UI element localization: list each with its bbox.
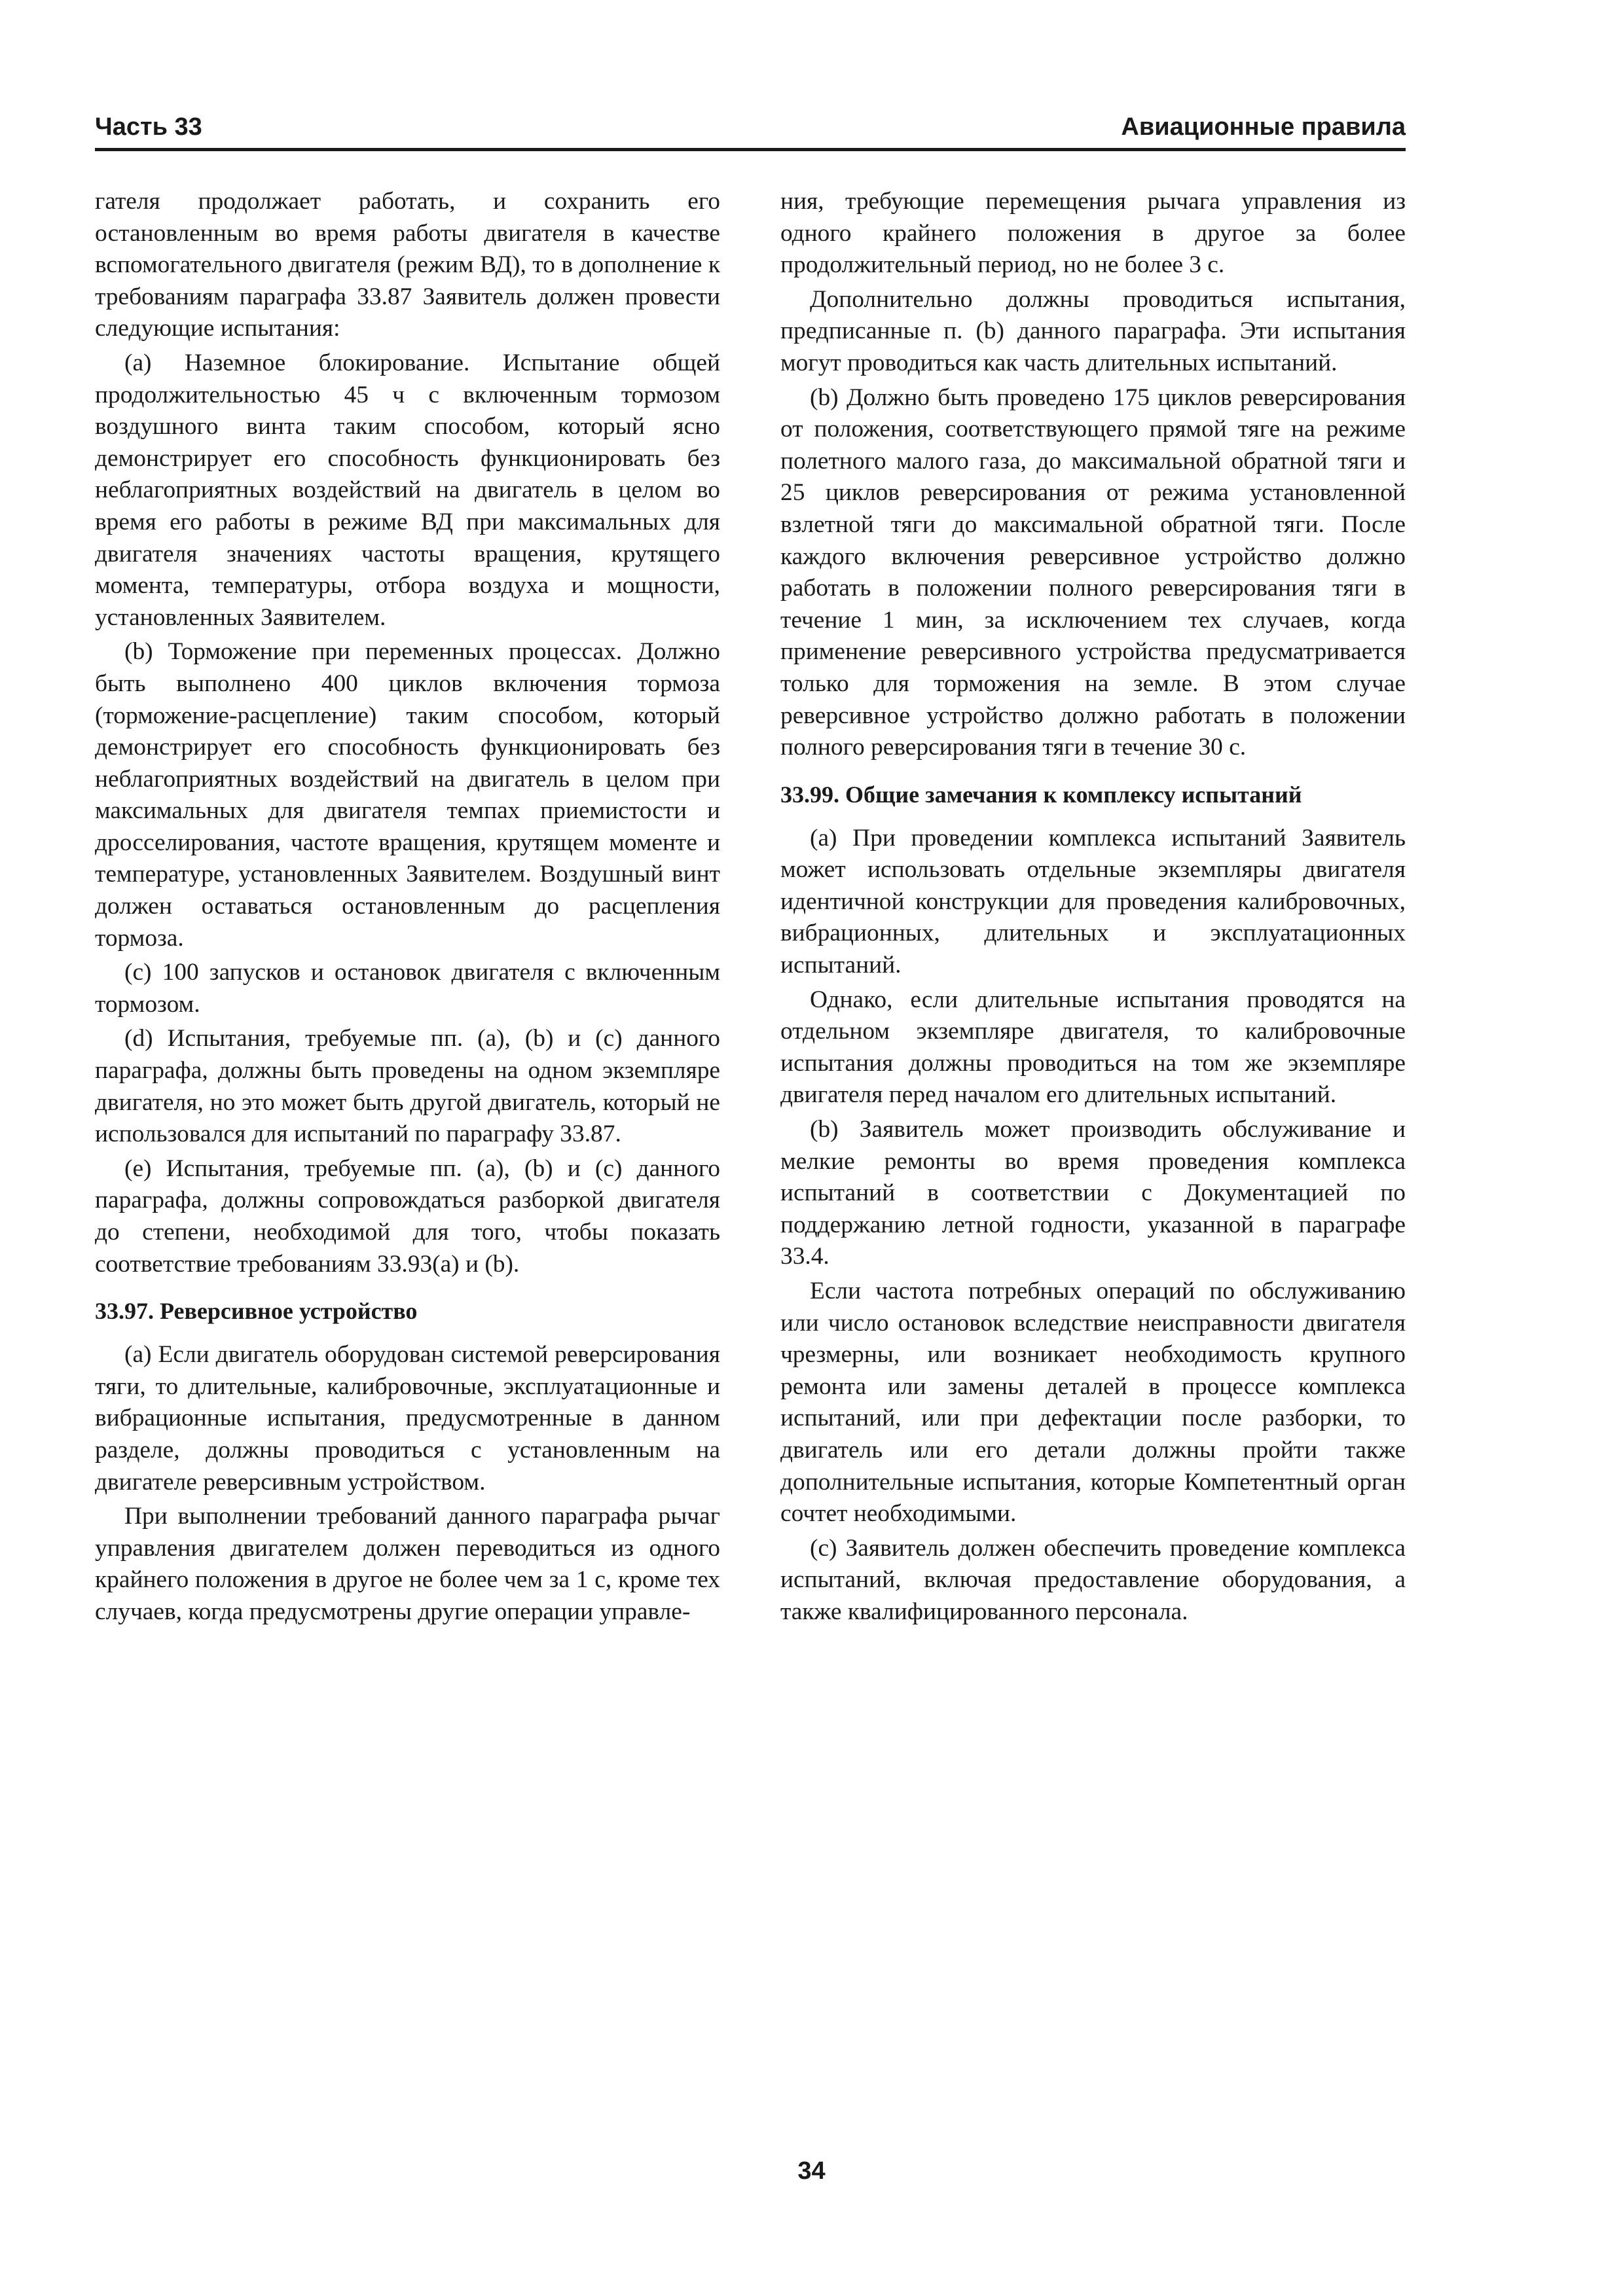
paragraph-33-97-b: (b) Должно быть проведено 175 циклов реверсирования от положения, соответствующего прямой тяге на режиме полетного малого газа, до максимальной обратной тяги и 25 циклов реверсирования от режима установленной взлетной тяги до максимальной обратной тяги. После каждого включения реверсивное устройство должно работать в положении полного реверсирования тяги в течение 1 мин, за исключением тех случаев, когда применение реверсивного устройства предусматривается только для торможения на земле. В этом случае реверсивное устройство должно работать в положении полного реверсирования тяги в течение 30 с. <box>780 384 1406 761</box>
paragraph-continued: ния, требующие перемещения рычага управления из одного крайнего положения в другое за более продолжительный период, но не более 3 с. <box>780 188 1406 279</box>
paragraph-continued: гателя продолжает работать, и сохранить его остановленным во время работы двигателя в качестве вспомогательного двигателя (режим ВД), то в дополнение к требованиям параграфа 33.87 Заявитель должен провести следующие испытания: <box>95 188 720 342</box>
paragraph-33-99-c: (с) Заявитель должен обеспечить проведение комплекса испытаний, включая предоставление оборудования, а также квалифицированного персонала. <box>780 1534 1406 1625</box>
paragraph-33-97-control-lever: При выполнении требований данного параграфа рычаг управления двигателем должен переводиться из одного крайнего положения в другое не более чем за 1 с, кроме тех случаев, когда предусмотрены другие операции управле- <box>95 1503 720 1625</box>
header-part-label: Часть 33 <box>95 113 202 141</box>
page-number: 34 <box>797 2157 826 2185</box>
paragraph-d-tests: (d) Испытания, требуемые пп. (а), (b) и (с) данного параграфа, должны быть проведены на одном экземпляре двигателя, но это может быть другой двигатель, который не использовался для испытаний по параграфу 33.87. <box>95 1025 720 1148</box>
header-document-title: Авиационные правила <box>1121 113 1406 141</box>
left-column <box>95 186 720 1631</box>
right-column <box>780 186 1406 1631</box>
section-heading-33-97: 33.97. Реверсивное устройство <box>95 1298 418 1325</box>
paragraph-33-97-a: (а) Если двигатель оборудован системой реверсирования тяги, то длительные, калибровочные, эксплуатационные и вибрационные испытания, предусмотренные в данном разделе, должны проводиться с установленным на двигателе реверсивным устройством. <box>95 1341 720 1496</box>
paragraph-excessive-maintenance: Если частота потребных операций по обслуживанию или число остановок вследствие неисправности двигателя чрезмерны, или возникает необходимость крупного ремонта или замены деталей в процессе комплекса испытаний, или при дефектации после разборки, то двигатель или его детали должны пройти также дополнительные испытания, которые Компетентный орган сочтет необходимыми. <box>780 1278 1406 1528</box>
paragraph-c-starts-stops: (с) 100 запусков и остановок двигателя с включенным тормозом. <box>95 959 720 1018</box>
paragraph-a-ground-blocking: (а) Наземное блокирование. Испытание общей продолжительностью 45 ч с включенным тормозом воздушного винта таким способом, который ясно демонстрирует его способность функционировать без неблагоприятных воздействий на двигатель в целом во время его работы в режиме ВД при максимальных для двигателя значениях частоты вращения, крутящего момента, температуры, отбора воздуха и мощности, установленных Заявителем. <box>95 349 720 631</box>
section-heading-33-99: 33.99. Общие замечания к комплексу испытаний <box>780 781 1302 808</box>
paragraph-separate-engines: Однако, если длительные испытания проводятся на отдельном экземпляре двигателя, то калибровочные испытания должны проводиться на том же экземпляре двигателя перед началом его длительных испытаний. <box>780 986 1406 1109</box>
paragraph-additional-tests: Дополнительно должны проводиться испытания, предписанные п. (b) данного параграфа. Эти испытания могут проводиться как часть длительных испытаний. <box>780 285 1406 376</box>
paragraph-b-transient-braking: (b) Торможение при переменных процессах. Должно быть выполнено 400 циклов включения тормоза (торможение-расцепление) таким способом, который демонстрирует его способность функционировать без неблагоприятных воздействий на двигатель в целом при максимальных для двигателя темпах приемистости и дросселирования, частоте вращения, крутящем моменте и температуре, установленных Заявителем. Воздушный винт должен оставаться остановленным до расцепления тормоза. <box>95 638 720 952</box>
running-header <box>95 110 1406 151</box>
paragraph-33-99-b: (b) Заявитель может производить обслуживание и мелкие ремонты во время проведения комплекса испытаний в соответствии с Документацией по поддержанию летной годности, указанной в параграфе 33.4. <box>780 1116 1406 1270</box>
paragraph-e-teardown: (е) Испытания, требуемые пп. (а), (b) и (с) данного параграфа, должны сопровождаться разборкой двигателя до степени, необходимой для того, чтобы показать соответствие требованиям 33.93(а) и (b). <box>95 1155 720 1278</box>
paragraph-33-99-a: (а) При проведении комплекса испытаний Заявитель может использовать отдельные экземпляры двигателя идентичной конструкции для проведения калибровочных, вибрационных, длительных и эксплуатационных испытаний. <box>780 824 1406 979</box>
